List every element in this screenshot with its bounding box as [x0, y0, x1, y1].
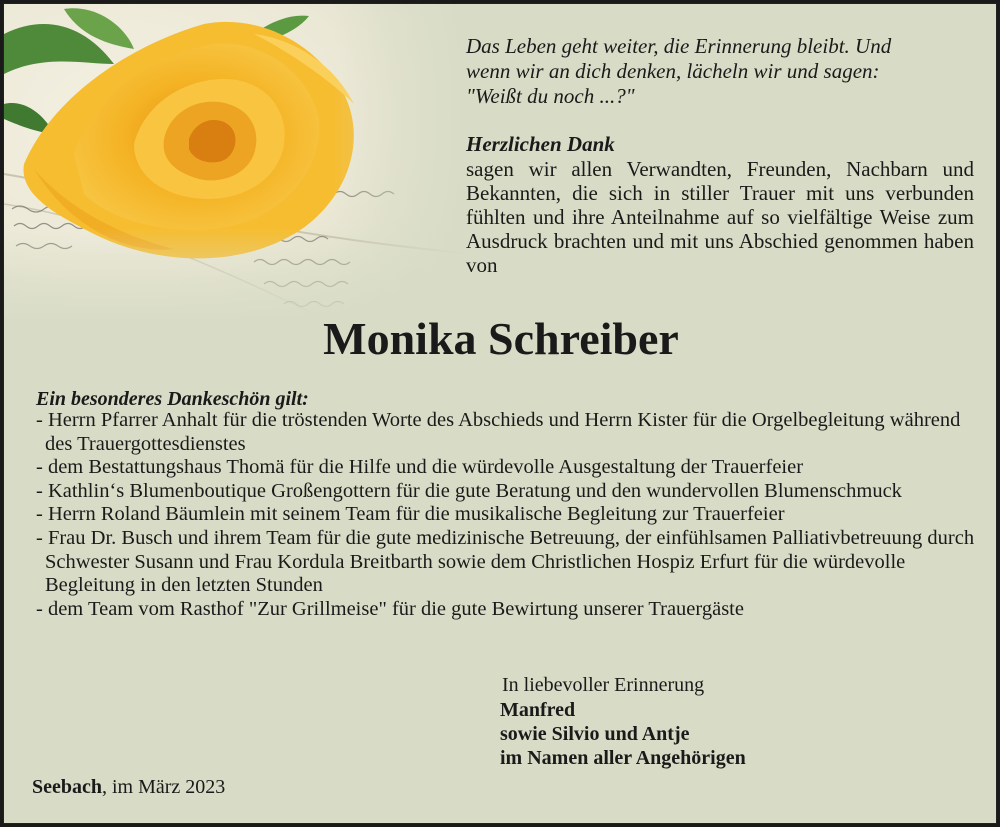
thanks-item: - Herrn Pfarrer Anhalt für die tröstenden Worte des Abschieds und Herrn Kister für die Orgelbegleitung während des Trauergottesdienstes [36, 409, 961, 455]
thanks-item: - Frau Dr. Busch und ihrem Team für die gute medizinische Betreuung, der einfühlsamen Palliativbetreuung durch Schwester Susann und Frau Kordula Breitbarth sowie dem Christlichen Hospiz Erfurt für die würdevolle Begleitung in den letzten Stunden [36, 526, 975, 597]
thanks-item: - dem Bestattungshaus Thomä für die Hilfe und die würdevolle Ausgestaltung der Trauerfeier [36, 456, 804, 479]
signature-intro: In liebevoller Erinnerung [502, 674, 705, 696]
deceased-name: Monika Schreiber [323, 313, 679, 364]
special-thanks-list [36, 409, 976, 621]
thanks-item: - dem Team vom Rasthof "Zur Grillmeise" für die gute Bewirtung unserer Trauergäste [36, 597, 744, 620]
quote-line: wenn wir an dich denken, lächeln wir und sagen: [466, 59, 880, 83]
rose-icon [4, 4, 474, 324]
signer-name: Manfred [500, 699, 576, 721]
place: Seebach [32, 776, 102, 798]
signer-name: sowie Silvio und Antje [500, 723, 690, 745]
quote-line: Das Leben geht weiter, die Erinnerung bleibt. Und [466, 34, 892, 58]
signature-names [500, 698, 746, 770]
date: , im März 2023 [102, 776, 226, 798]
memorial-quote [466, 34, 976, 109]
obituary-card [3, 3, 997, 824]
quote-line: "Weißt du noch ...?" [466, 84, 635, 108]
signer-name: im Namen aller Angehörigen [500, 747, 746, 769]
yellow-rose-photo [4, 4, 474, 324]
special-thanks-heading: Ein besonderes Dankeschön gilt: [36, 388, 309, 410]
thanks-item: - Herrn Roland Bäumlein mit seinem Team für die musikalische Begleitung zur Trauerfeier [36, 503, 785, 526]
thanks-item: - Kathlin‘s Blumenboutique Großengottern für die gute Beratung und den wundervollen Blumenschmuck [36, 479, 902, 502]
place-and-date [32, 775, 225, 799]
acknowledgement-heading: Herzlichen Dank [466, 132, 615, 156]
acknowledgement-text: sagen wir allen Verwandten, Freunden, Nachbarn und Bekannten, die sich in stiller Trauer mit uns verbunden fühlten und ihre Anteilnahme auf so vielfältige Weise zum Ausdruck brachten und mit uns Abschied genommen haben von [466, 157, 974, 277]
